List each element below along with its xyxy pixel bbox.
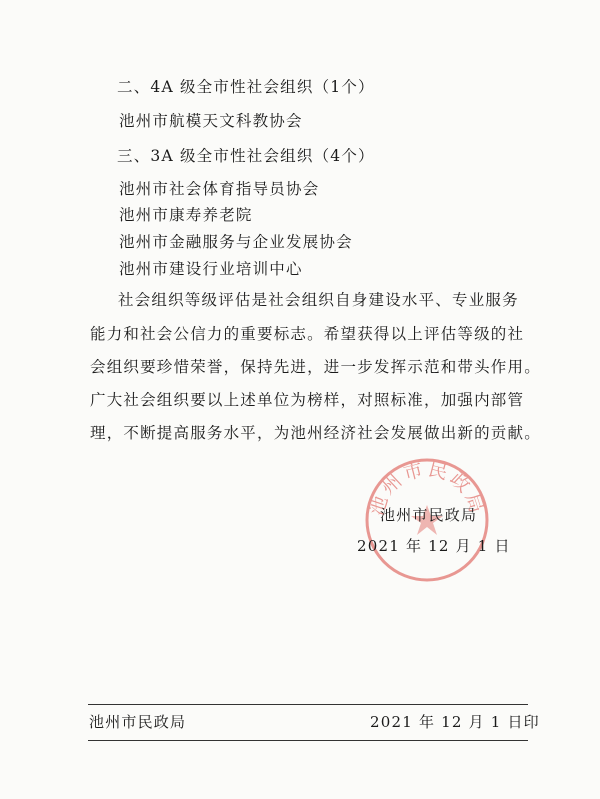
list-item: 池州市建设行业培训中心: [119, 260, 303, 278]
footer-bottom-rule: [88, 740, 528, 741]
paragraph-line: 理，不断提高服务水平，为池州经济社会发展做出新的贡献。: [90, 424, 541, 442]
signature-org: 池州市民政局: [380, 506, 478, 524]
list-item: 池州市社会体育指导员协会: [119, 180, 320, 198]
paragraph-line: 会组织要珍惜荣誉，保持先进，进一步发挥示范和带头作用。: [90, 358, 541, 376]
list-item: 池州市航模天文科教协会: [119, 112, 303, 130]
list-item: 池州市金融服务与企业发展协会: [119, 233, 353, 251]
signature-date: 2021 年 12 月 1 日: [357, 537, 511, 555]
footer-top-rule: [88, 704, 528, 705]
section-heading-4a: 二、4A 级全市性社会组织（1个）: [117, 78, 375, 96]
paragraph-line: 社会组织等级评估是社会组织自身建设水平、专业服务: [118, 291, 519, 309]
paragraph-line: 能力和社会公信力的重要标志。希望获得以上评估等级的社: [90, 325, 525, 343]
list-item: 池州市康寿养老院: [119, 206, 253, 224]
footer-print-date: 2021 年 12 月 1 日印: [370, 713, 540, 731]
footer-issuer: 池州市民政局: [89, 713, 187, 731]
section-heading-3a: 三、3A 级全市性社会组织（4个）: [117, 147, 375, 165]
paragraph-line: 广大社会组织要以上述单位为榜样，对照标准，加强内部管: [90, 391, 525, 409]
svg-text:池州市民政局: 池州市民政局: [365, 458, 489, 519]
